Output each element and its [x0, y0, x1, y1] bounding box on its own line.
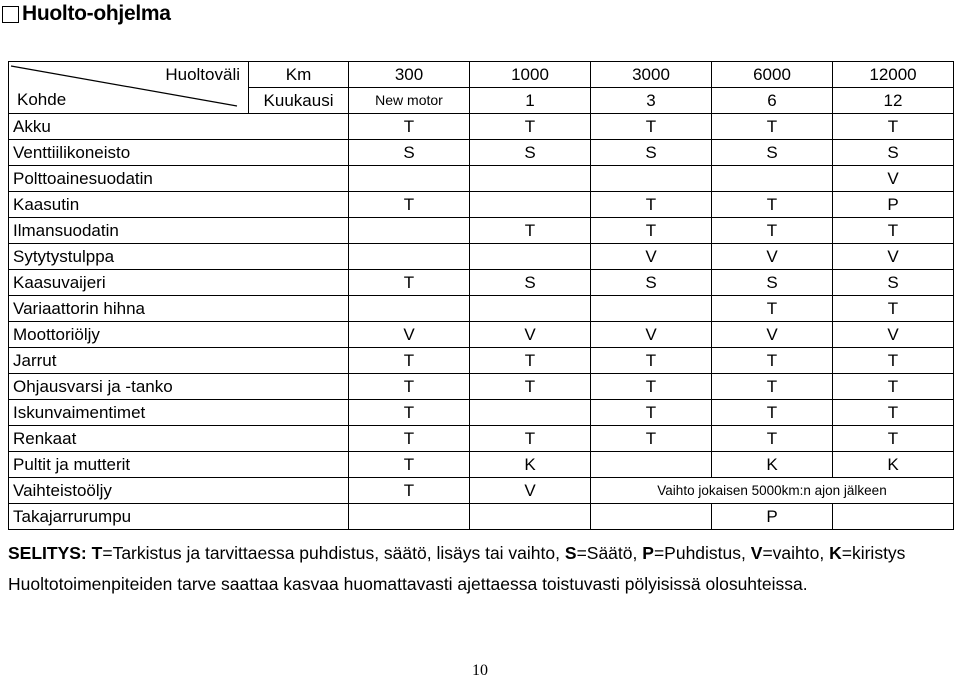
maintenance-table: [8, 61, 954, 530]
interval-cell: T: [349, 452, 470, 478]
km-value: 3000: [591, 62, 712, 88]
interval-cell: S: [591, 140, 712, 166]
item-name-cell: Vaihteistoöljy: [9, 478, 349, 504]
interval-cell: T: [591, 374, 712, 400]
header-interval-label: Huoltoväli: [165, 65, 240, 84]
table-row: [9, 140, 954, 166]
item-name-cell: Variaattorin hihna: [9, 296, 349, 322]
legend-text: =Tarkistus ja tarvittaessa puhdistus, säätö, lisäys tai vaihto,: [102, 543, 560, 563]
section-title-text: Huolto-ohjelma: [22, 2, 171, 25]
km-value: 12000: [833, 62, 954, 88]
section-title: [2, 0, 171, 28]
table-row: [9, 322, 954, 348]
interval-cell: P: [712, 504, 833, 530]
interval-cell: T: [591, 400, 712, 426]
interval-cell: T: [712, 192, 833, 218]
table-row: [9, 296, 954, 322]
interval-cell: T: [833, 296, 954, 322]
item-name-cell: Sytytystulppa: [9, 244, 349, 270]
interval-cell: S: [470, 140, 591, 166]
interval-cell: T: [712, 296, 833, 322]
interval-cell: T: [470, 114, 591, 140]
interval-cell: T: [349, 426, 470, 452]
interval-cell: V: [591, 244, 712, 270]
interval-cell: [591, 504, 712, 530]
interval-cell: T: [833, 348, 954, 374]
interval-cell: [470, 166, 591, 192]
interval-cell: T: [712, 374, 833, 400]
interval-cell: [470, 192, 591, 218]
interval-cell: S: [349, 140, 470, 166]
item-name-cell: Kaasuvaijeri: [9, 270, 349, 296]
item-name-cell: Akku: [9, 114, 349, 140]
interval-cell: T: [712, 426, 833, 452]
checkbox-square-icon: [2, 6, 19, 23]
km-value: 1000: [470, 62, 591, 88]
interval-cell: T: [833, 114, 954, 140]
interval-cell: [591, 452, 712, 478]
interval-cell: T: [470, 348, 591, 374]
interval-cell: T: [712, 348, 833, 374]
interval-cell: T: [833, 218, 954, 244]
interval-cell: T: [349, 114, 470, 140]
interval-cell: T: [591, 348, 712, 374]
interval-cell: T: [712, 218, 833, 244]
interval-cell: S: [833, 140, 954, 166]
legend-text: =Säätö,: [576, 543, 638, 563]
item-name-cell: Kaasutin: [9, 192, 349, 218]
interval-cell: V: [712, 244, 833, 270]
month-value: 12: [833, 88, 954, 114]
km-value: 6000: [712, 62, 833, 88]
interval-cell: T: [712, 114, 833, 140]
interval-cell: [470, 296, 591, 322]
interval-cell: T: [349, 478, 470, 504]
item-name-cell: Jarrut: [9, 348, 349, 374]
legend-key: P: [642, 543, 654, 563]
legend-prefix: SELITYS:: [8, 543, 87, 563]
table-row: [9, 374, 954, 400]
interval-cell: T: [470, 218, 591, 244]
interval-cell: S: [470, 270, 591, 296]
table-row: [9, 452, 954, 478]
table-row: [9, 114, 954, 140]
table-row: [9, 166, 954, 192]
header-corner-cell: [9, 62, 249, 114]
km-value: 300: [349, 62, 470, 88]
interval-cell: [833, 504, 954, 530]
page-number: 10: [472, 662, 488, 679]
interval-cell: K: [470, 452, 591, 478]
table-row: [9, 426, 954, 452]
legend-key: K: [829, 543, 842, 563]
interval-cell: [349, 166, 470, 192]
interval-cell: T: [591, 218, 712, 244]
interval-cell: K: [712, 452, 833, 478]
interval-cell: [591, 296, 712, 322]
interval-cell: V: [349, 322, 470, 348]
interval-cell: [712, 166, 833, 192]
interval-cell: [349, 244, 470, 270]
interval-cell: T: [349, 192, 470, 218]
interval-cell: [349, 296, 470, 322]
interval-cell: V: [833, 166, 954, 192]
item-name-cell: Polttoainesuodatin: [9, 166, 349, 192]
table-row: [9, 478, 954, 504]
legend-text: =Puhdistus,: [653, 543, 746, 563]
interval-cell: [470, 244, 591, 270]
interval-cell: S: [712, 270, 833, 296]
interval-cell: T: [349, 400, 470, 426]
month-value: 1: [470, 88, 591, 114]
table-row: [9, 504, 954, 530]
interval-cell: T: [470, 374, 591, 400]
merged-note-cell: Vaihto jokaisen 5000km:n ajon jälkeen: [591, 478, 954, 504]
item-name-cell: Renkaat: [9, 426, 349, 452]
item-name-cell: Ilmansuodatin: [9, 218, 349, 244]
interval-cell: V: [712, 322, 833, 348]
interval-cell: [349, 218, 470, 244]
interval-cell: T: [591, 192, 712, 218]
interval-cell: P: [833, 192, 954, 218]
interval-cell: V: [591, 322, 712, 348]
month-value: New motor: [349, 88, 470, 114]
maintenance-table-container: [8, 61, 953, 530]
header-row-km: [9, 62, 954, 88]
legend: [8, 543, 905, 564]
legend-key: T: [91, 543, 103, 563]
interval-cell: [470, 504, 591, 530]
interval-cell: T: [470, 426, 591, 452]
item-name-cell: Moottoriöljy: [9, 322, 349, 348]
interval-cell: [349, 504, 470, 530]
interval-cell: V: [833, 322, 954, 348]
legend-text: =vaihto,: [762, 543, 825, 563]
interval-cell: S: [712, 140, 833, 166]
interval-cell: [591, 166, 712, 192]
item-name-cell: Iskunvaimentimet: [9, 400, 349, 426]
table-row: [9, 348, 954, 374]
interval-cell: [470, 400, 591, 426]
legend-text: =kiristys: [841, 543, 906, 563]
interval-cell: K: [833, 452, 954, 478]
month-value: 3: [591, 88, 712, 114]
legend-key: V: [750, 543, 763, 563]
interval-cell: V: [833, 244, 954, 270]
interval-cell: S: [591, 270, 712, 296]
interval-cell: T: [833, 400, 954, 426]
interval-cell: V: [470, 322, 591, 348]
legend-key: S: [564, 543, 577, 563]
item-name-cell: Pultit ja mutterit: [9, 452, 349, 478]
table-row: [9, 244, 954, 270]
km-label: Km: [249, 62, 349, 88]
dust-remark: Huoltotoimenpiteiden tarve saattaa kasvaa huomattavasti ajettaessa toistuvasti pölyisissä olosuhteissa.: [8, 574, 808, 594]
interval-cell: T: [833, 426, 954, 452]
table-row: [9, 400, 954, 426]
month-label: Kuukausi: [249, 88, 349, 114]
interval-cell: T: [349, 374, 470, 400]
interval-cell: T: [349, 270, 470, 296]
header-item-label: Kohde: [17, 90, 67, 109]
table-row: [9, 218, 954, 244]
interval-cell: V: [470, 478, 591, 504]
interval-cell: T: [591, 426, 712, 452]
interval-cell: T: [591, 114, 712, 140]
table-row: [9, 270, 954, 296]
item-name-cell: Takajarrurumpu: [9, 504, 349, 530]
maintenance-table-body: [9, 62, 954, 530]
interval-cell: T: [833, 374, 954, 400]
interval-cell: S: [833, 270, 954, 296]
table-row: [9, 192, 954, 218]
item-name-cell: Ohjausvarsi ja -tanko: [9, 374, 349, 400]
item-name-cell: Venttiilikoneisto: [9, 140, 349, 166]
interval-cell: T: [349, 348, 470, 374]
interval-cell: T: [712, 400, 833, 426]
month-value: 6: [712, 88, 833, 114]
